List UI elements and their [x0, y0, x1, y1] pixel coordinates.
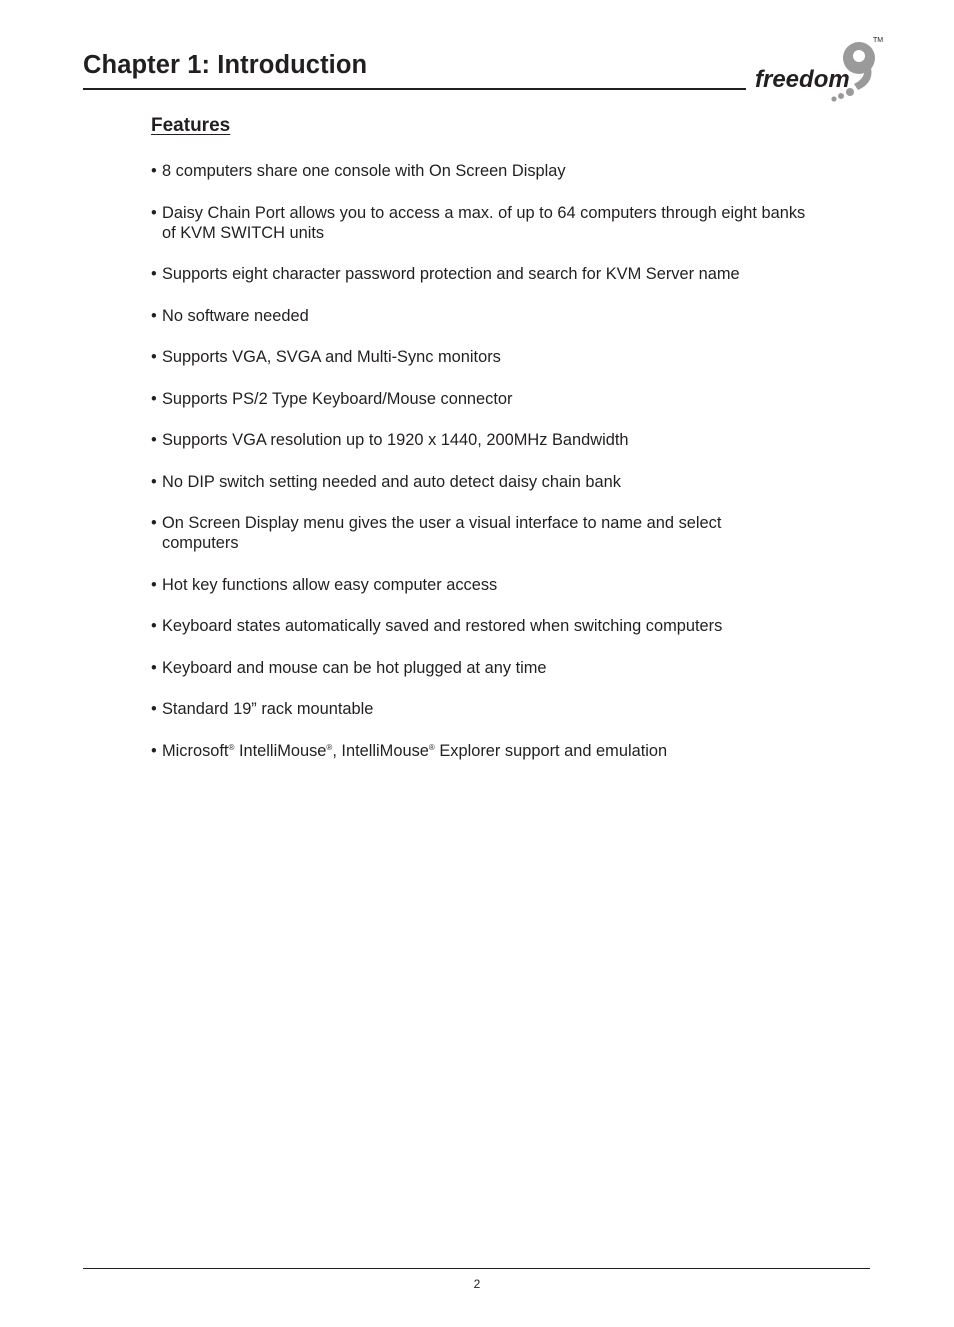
page-title: Chapter 1: Introduction	[83, 51, 368, 79]
feature-item: • Supports VGA, SVGA and Multi-Sync monitors	[151, 348, 501, 366]
feature-item: • Keyboard states automatically saved and restored when switching computers	[151, 617, 723, 635]
page-number: 2	[473, 1277, 481, 1291]
logo-wordmark: freedom	[755, 66, 850, 93]
bullet: •	[151, 306, 157, 325]
bullet: •	[151, 265, 157, 283]
feature-item: • Supports eight character password protection and search for KVM Server name	[151, 265, 740, 283]
bullet: •	[151, 617, 157, 635]
feature-item: • Supports VGA resolution up to 1920 x 1440, 200MHz Bandwidth	[151, 431, 629, 449]
header-divider	[83, 88, 746, 90]
bullet: •	[151, 700, 157, 718]
bullet: •	[151, 431, 157, 449]
registered-mark: ®	[228, 742, 235, 752]
feature-item: • Hot key functions allow easy computer access	[151, 575, 498, 594]
feature-item: • No DIP switch setting needed and auto detect daisy chain bank	[151, 472, 621, 491]
bullet: •	[151, 348, 157, 366]
feature-item: • Microsoft® IntelliMouse®, IntelliMouse® Explorer support and emulation	[151, 741, 668, 760]
bullet: •	[151, 203, 157, 222]
bullet: •	[151, 162, 157, 180]
bullet: •	[151, 472, 157, 491]
registered-mark: ®	[326, 742, 333, 752]
feature-item: • No software needed	[151, 306, 309, 325]
features-list	[151, 161, 851, 782]
bullet: •	[151, 741, 157, 760]
feature-item: • Standard 19” rack mountable	[151, 700, 374, 718]
registered-mark: ®	[428, 742, 435, 752]
feature-item: • On Screen Display menu gives the user a visual interface to name and select computers	[151, 514, 722, 552]
feature-item: • Supports PS/2 Type Keyboard/Mouse connector	[151, 389, 513, 408]
freedom9-logo	[754, 34, 888, 108]
feature-item: • 8 computers share one console with On Screen Display	[151, 162, 566, 180]
feature-item: • Daisy Chain Port allows you to access a max. of up to 64 computers through eight banks of KVM SWITCH units	[151, 203, 806, 242]
section-title-features: Features	[151, 115, 231, 136]
bullet: •	[151, 514, 157, 532]
logo-trademark: TM	[873, 37, 884, 44]
bullet: •	[151, 389, 157, 408]
footer-divider	[83, 1268, 870, 1269]
bullet: •	[151, 575, 157, 594]
feature-item: • Keyboard and mouse can be hot plugged at any time	[151, 658, 547, 677]
bullet: •	[151, 658, 157, 677]
